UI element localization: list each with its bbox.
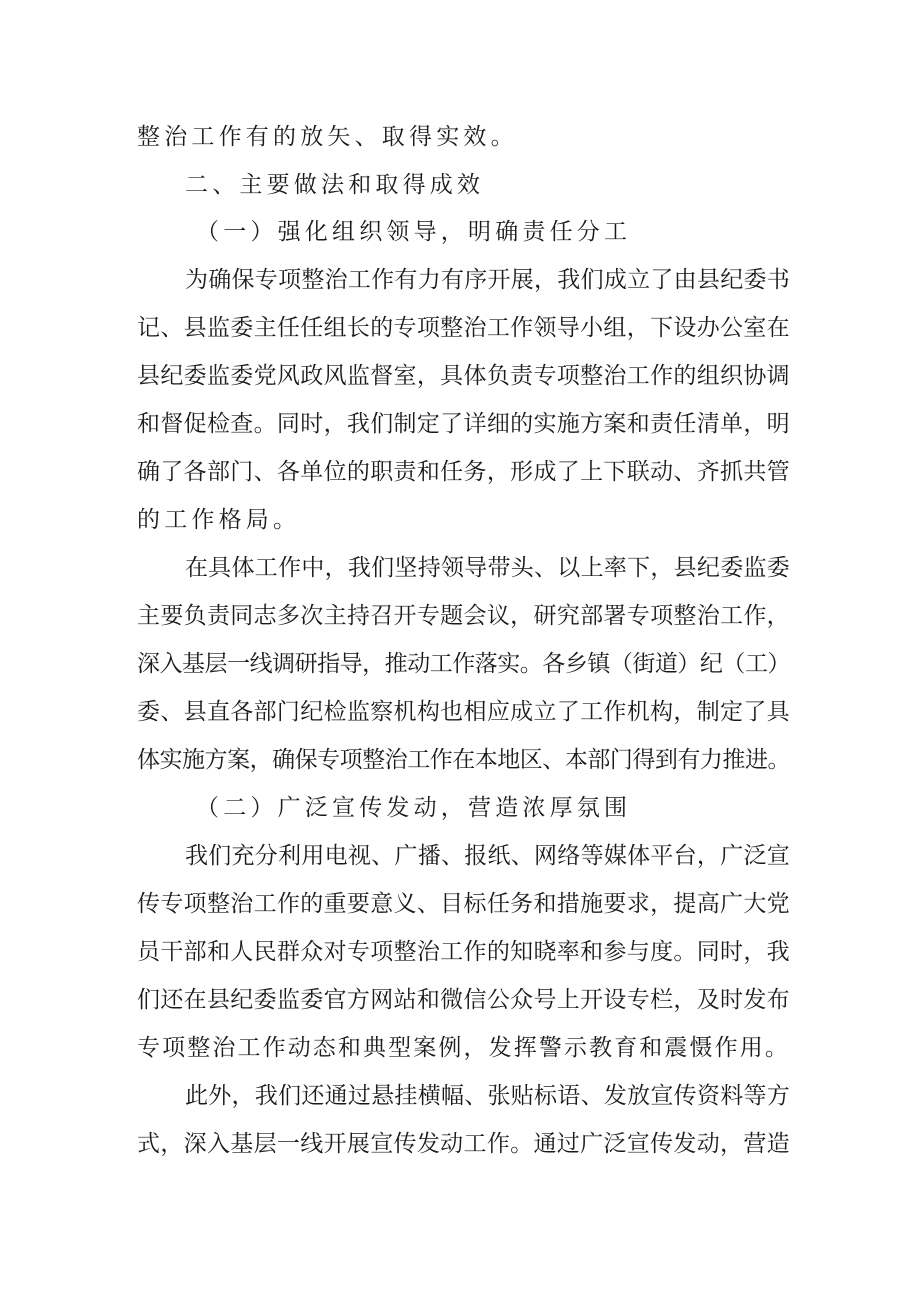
paragraph-line: 和督促检查。同时，我们制定了详细的实施方案和责任清单，明 (137, 411, 790, 437)
paragraph-line: 专项整治工作动态和典型案例，发挥警示教育和震慑作用。 (137, 1035, 790, 1061)
paragraph-line: 此外，我们还通过悬挂横幅、张贴标语、发放宣传资料等方 (185, 1083, 790, 1109)
subsection-heading: （二）广泛宣传发动，营造浓厚氛围 (196, 795, 632, 821)
subsection-heading: （一）强化组织领导，明确责任分工 (196, 219, 632, 245)
paragraph-line: 们还在县纪委监委官方网站和微信公众号上开设专栏，及时发布 (137, 987, 790, 1013)
paragraph-line: 主要负责同志多次主持召开专题会议，研究部署专项整治工作， (137, 603, 790, 629)
paragraph-line: 式，深入基层一线开展宣传发动工作。通过广泛宣传发动，营造 (137, 1131, 790, 1157)
paragraph-line: 确了各部门、各单位的职责和任务，形成了上下联动、齐抓共管 (137, 459, 790, 485)
paragraph-line: 为确保专项整治工作有力有序开展，我们成立了由县纪委书 (185, 267, 790, 293)
paragraph-line: 记、县监委主任任组长的专项整治工作领导小组，下设办公室在 (137, 315, 790, 341)
paragraph-line: 的工作格局。 (137, 507, 301, 533)
paragraph-line: 员干部和人民群众对专项整治工作的知晓率和参与度。同时，我 (137, 939, 790, 965)
section-heading: 二、主要做法和取得成效 (185, 172, 485, 198)
paragraph-line: 体实施方案，确保专项整治工作在本地区、本部门得到有力推进。 (137, 747, 790, 773)
paragraph-line: 县纪委监委党风政风监督室，具体负责专项整治工作的组织协调 (137, 363, 790, 389)
paragraph-line: 传专项整治工作的重要意义、目标任务和措施要求，提高广大党 (137, 891, 790, 917)
paragraph-line: 委、县直各部门纪检监察机构也相应成立了工作机构，制定了具 (137, 699, 790, 725)
paragraph-line: 整治工作有的放矢、取得实效。 (137, 124, 518, 150)
paragraph-line: 在具体工作中，我们坚持领导带头、以上率下，县纪委监委 (185, 555, 790, 581)
paragraph-line: 我们充分利用电视、广播、报纸、网络等媒体平台，广泛宣 (185, 843, 790, 869)
paragraph-line: 深入基层一线调研指导，推动工作落实。各乡镇（街道）纪（工） (137, 651, 790, 677)
